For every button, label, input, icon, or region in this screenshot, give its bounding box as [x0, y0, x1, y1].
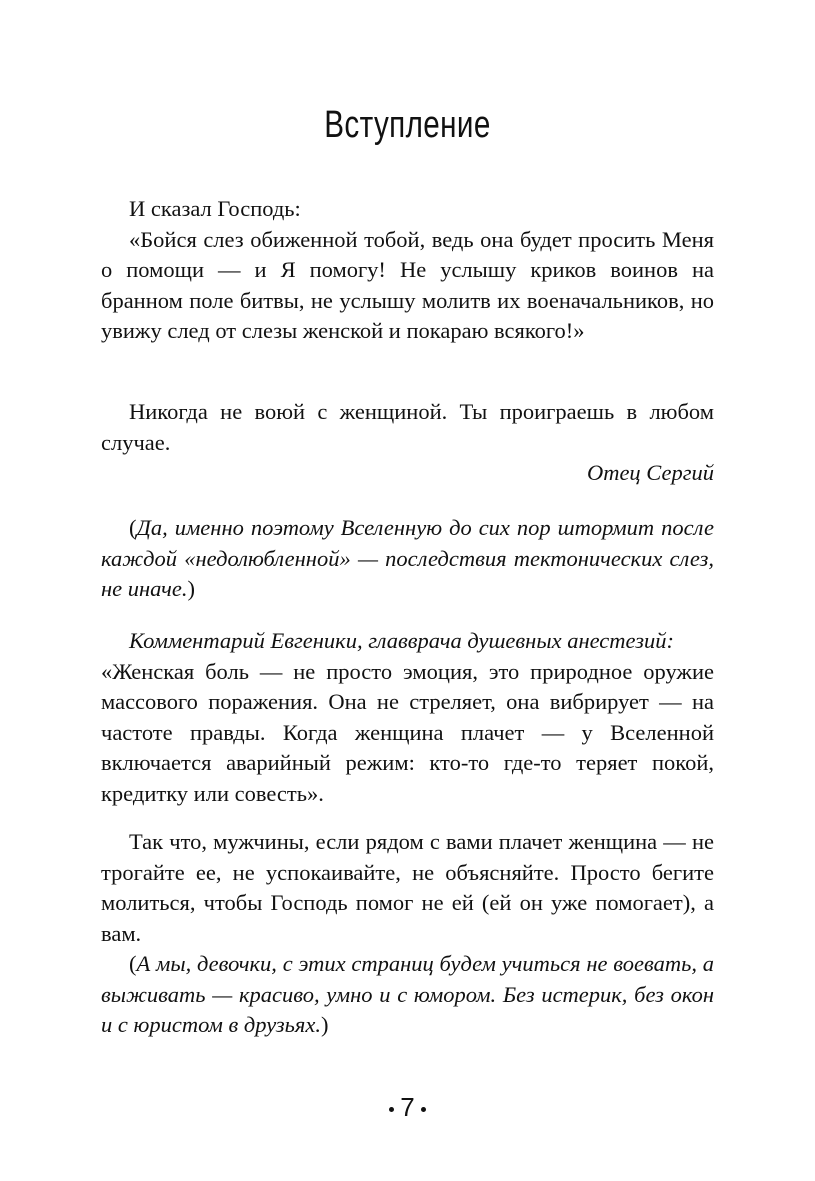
page-title: Вступление	[324, 104, 491, 146]
closing-aside-text: А мы, девочки, с этих страниц будем учиться не воевать, а выживать — красиво, умно и с юмором. Без истерик, без окон и с юристом в друзьях.	[101, 951, 714, 1037]
aside-open: (	[129, 515, 137, 540]
epigraph-father-quote: Никогда не воюй с женщиной. Ты проиграешь в любом случае.	[101, 399, 714, 455]
aside-text: Да, именно поэтому Вселенную до сих пор штормит после каждой «недолюбленной» — последствия тектонических слез, не иначе.	[101, 515, 714, 601]
page-number-dot-left	[389, 1107, 394, 1112]
aside-universe	[101, 513, 714, 605]
closing-text: Так что, мужчины, если рядом с вами плачет женщина — не трогайте ее, не успокаивайте, не объясняйте. Просто бегите молиться, чтобы Господь помог не ей (ей он уже помогает), а вам.	[101, 829, 714, 946]
epigraph-author: Отец Сергий	[586, 460, 714, 485]
epigraph-father	[101, 397, 714, 489]
comment-text: «Женская боль — не просто эмоция, это природное оружие массового поражения. Она не стреляет, она вибрирует — на частоте правды. Когда женщина плачет — у Вселенной включается аварийный режим: кто-то где-то теряет покой, кредитку или совесть».	[101, 658, 714, 806]
comment-label: Комментарий Евгеники, главврача душевных анестезий:	[129, 628, 674, 653]
page-number-value: 7	[400, 1092, 415, 1122]
aside-close: )	[187, 576, 195, 601]
closing-block	[101, 827, 714, 1041]
page-number	[0, 1092, 815, 1122]
page-number-dot-right	[421, 1107, 426, 1112]
epigraph-quote: «Бойся слез обиженной тобой, ведь она будет просить Меня о помощи — и Я помогу! Не услышу криков воинов на бранном поле битвы, не услышу молитв их военачальников, но увижу след от слезы женской и покараю всякого!»	[101, 226, 714, 343]
epigraph-intro: И сказал Господь:	[129, 196, 301, 221]
comment-block	[101, 626, 714, 809]
closing-aside-close: )	[320, 1012, 329, 1037]
epigraph-god	[101, 194, 714, 347]
closing-aside-open: (	[129, 951, 137, 976]
